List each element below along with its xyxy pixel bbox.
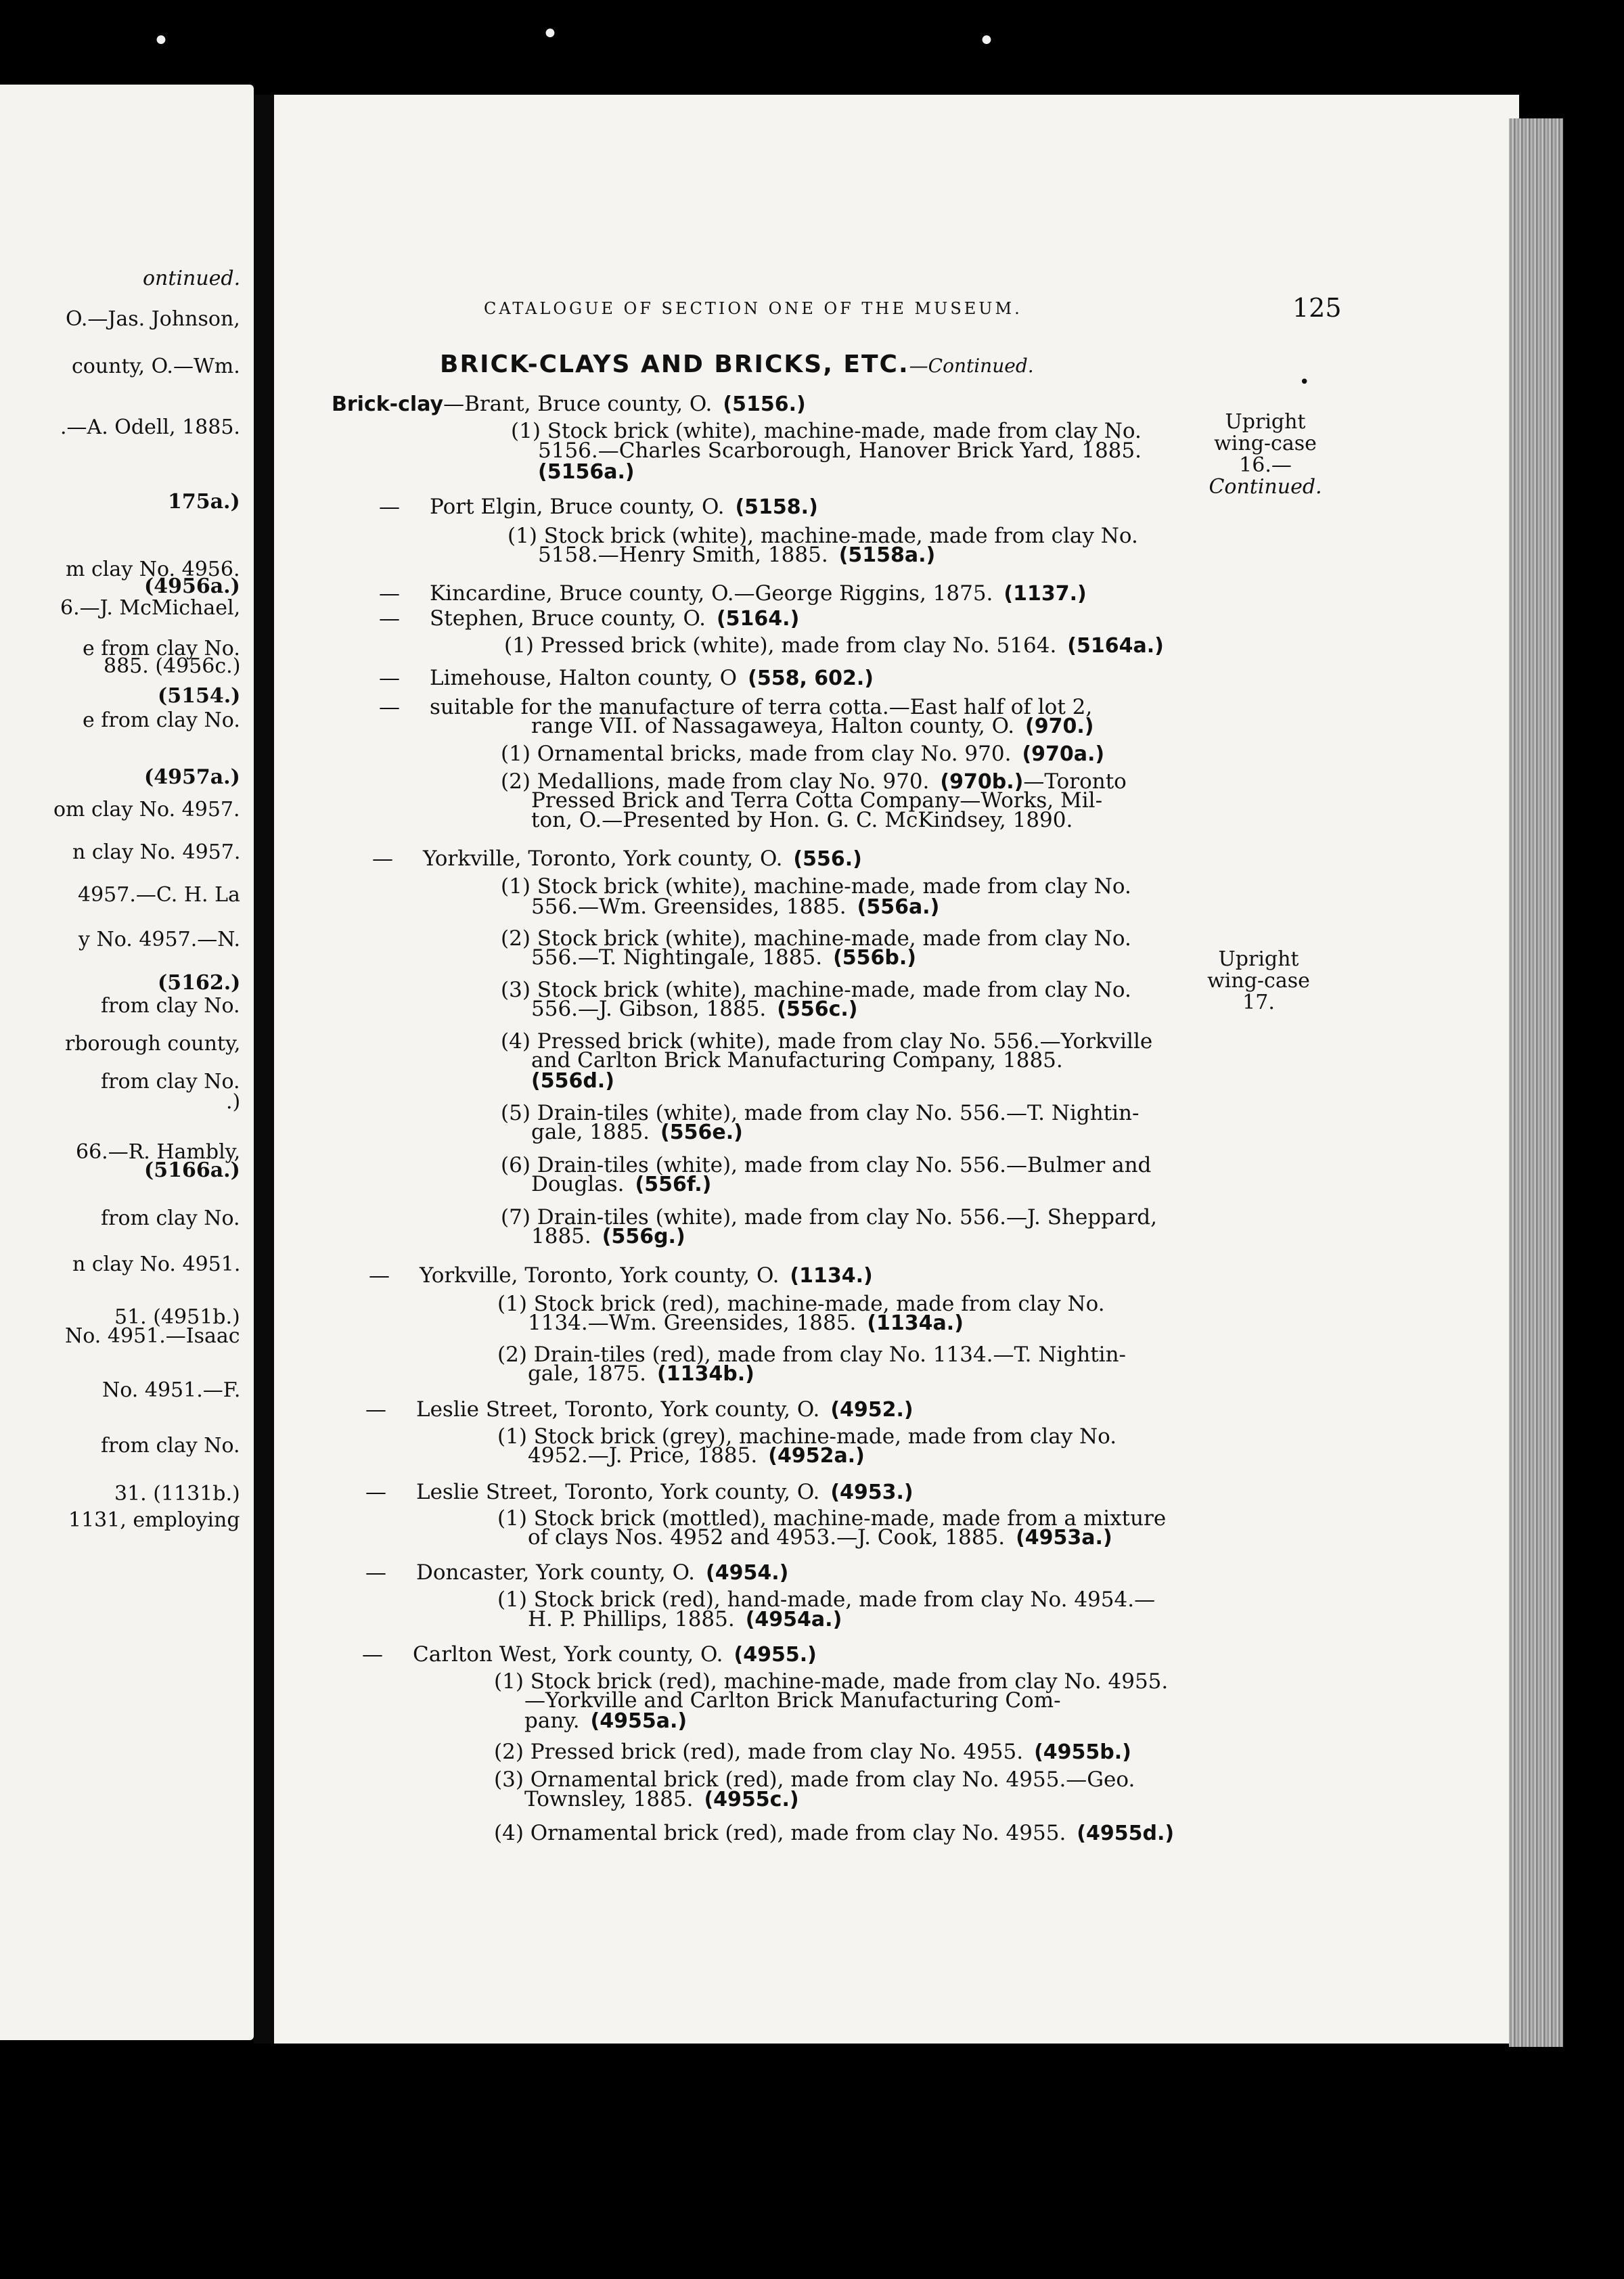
entry-text: suitable for the manufacture of terra cotta.—East half of lot 2, (430, 695, 1093, 719)
entry-line (416, 1481, 914, 1504)
ditto-dash: — (365, 1560, 386, 1585)
entry-line (416, 1561, 788, 1585)
entry-text: (2) Stock brick (white), machine-made, made from clay No. (501, 926, 1131, 951)
ditto-dash: — (365, 1480, 386, 1504)
entry-line (504, 634, 1164, 658)
entry-text: (1) Pressed brick (white), made from clay No. 5164. (504, 633, 1057, 658)
left-page-line: (5154.) (158, 684, 241, 708)
entry-line (430, 607, 799, 631)
specimen-number: (970.) (1025, 715, 1094, 738)
bullet-mark: • (1299, 372, 1310, 392)
entry-line (494, 1822, 1174, 1845)
ditto-dash: — (365, 1397, 386, 1422)
entry-text: Doncaster, York county, O. (416, 1560, 696, 1585)
entry-line (423, 847, 862, 871)
left-page-line: 885. (4956c.) (104, 654, 241, 678)
specimen-number: (5164.) (716, 607, 800, 631)
specimen-number: (4955.) (734, 1643, 817, 1667)
specimen-number: (970a.) (1022, 742, 1105, 766)
left-page-line: 66.—R. Hambly, (76, 1140, 241, 1164)
left-page-line: from clay No. (101, 1070, 240, 1093)
left-page-line: n clay No. 4957. (72, 840, 241, 864)
left-page-line: 175a.) (168, 490, 240, 514)
specimen-number: (4955b.) (1034, 1740, 1131, 1764)
entry-text: ton, O.—Presented by Hon. G. C. McKindsey, 1890. (531, 808, 1073, 832)
left-page-line: n clay No. 4951. (72, 1253, 241, 1276)
entry-line (531, 1225, 685, 1248)
left-page-line: (5162.) (158, 971, 241, 995)
side-note-line: 16.— (1239, 453, 1292, 477)
entry-text: H. P. Phillips, 1885. (528, 1607, 735, 1631)
entry-text: (1) Ornamental bricks, made from clay No. 970. (501, 742, 1012, 766)
entry-line (531, 809, 1073, 832)
side-note-line: wing-case (1214, 432, 1317, 455)
entry-text: pany. (524, 1709, 580, 1733)
left-page-line: rborough county, (65, 1032, 241, 1056)
left-page-line: 4957.—C. H. La (78, 883, 240, 907)
entry-line (528, 1608, 842, 1631)
entry-line (416, 1398, 914, 1422)
entry-line (531, 715, 1094, 738)
left-page-line: from clay No. (101, 1434, 240, 1458)
entry-text: range VII. of Nassagaweya, Halton county, O. (531, 714, 1015, 738)
entry-text: (1) Stock brick (grey), machine-made, made from clay No. (497, 1424, 1117, 1449)
entry-line (494, 1740, 1131, 1764)
entry-text: (1) Stock brick (white), machine-made, made from clay No. (508, 524, 1138, 548)
specimen-number: (556e.) (660, 1121, 743, 1144)
entry-text: 556.—J. Gibson, 1885. (531, 997, 767, 1021)
entry-text: (5) Drain-tiles (white), made from clay No. 556.—T. Nightin- (501, 1101, 1140, 1125)
entry-text: Leslie Street, Toronto, York county, O. (416, 1397, 820, 1422)
entry-text: Yorkville, Toronto, York county, O. (420, 1263, 780, 1288)
entry-line (430, 667, 874, 690)
side-note-line: 17. (1242, 991, 1275, 1014)
left-page-line: ontinued. (143, 267, 241, 290)
entry-text: (2) Medallions, made from clay No. 970. (501, 769, 930, 794)
left-page-fragment (0, 85, 254, 2040)
specimen-number: (556g.) (602, 1225, 685, 1248)
entry-text: (1) Stock brick (red), hand-made, made from clay No. 4954.— (497, 1587, 1156, 1612)
specimen-number: (5158.) (735, 495, 818, 519)
entry-text: (3) Ornamental brick (red), made from clay No. 4955.—Geo. (494, 1767, 1135, 1792)
entry-text: of clays Nos. 4952 and 4953.—J. Cook, 1885. (528, 1525, 1006, 1550)
entry-text: 556.—Wm. Greensides, 1885. (531, 895, 847, 919)
entry-line (430, 582, 1087, 606)
entry-heading: Brick-clay (332, 392, 444, 416)
specimen-number: (558, 602.) (748, 667, 874, 690)
entry-line (528, 1526, 1112, 1550)
ditto-dash: — (379, 695, 400, 719)
entry-text: Port Elgin, Bruce county, O. (430, 495, 725, 519)
entry-text: (1) Stock brick (red), machine-made, made from clay No. (497, 1292, 1105, 1316)
entry-line (531, 1173, 711, 1196)
entry-line (531, 1069, 614, 1093)
entry-line (538, 439, 1142, 462)
ditto-dash: — (379, 581, 400, 606)
entry-text: (7) Drain-tiles (white), made from clay No. 556.—J. Sheppard, (501, 1205, 1157, 1229)
side-note-line: wing-case (1207, 969, 1310, 993)
left-page-line: 51. (4951b.) (114, 1305, 240, 1329)
left-page-line: No. 4951.—Isaac (65, 1324, 240, 1348)
left-page-line: (4957a.) (144, 765, 240, 789)
entry-line (531, 1049, 1063, 1072)
entry-text: 1134.—Wm. Greensides, 1885. (528, 1311, 857, 1335)
specimen-number: (556f.) (635, 1173, 712, 1196)
specimen-number: (4953a.) (1016, 1526, 1112, 1550)
left-page-line: m clay No. 4956. (66, 558, 240, 581)
left-page-line: 1131, employing (68, 1508, 240, 1532)
entry-text: Yorkville, Toronto, York county, O. (423, 847, 783, 871)
entry-text: Limehouse, Halton county, O (430, 666, 738, 690)
left-page-line: (4956a.) (144, 574, 240, 598)
specimen-number: (1137.) (1003, 582, 1087, 606)
section-title (440, 351, 1034, 378)
entry-text: (1) Stock brick (mottled), machine-made, made from a mixture (497, 1506, 1167, 1531)
entry-text: Carlton West, York county, O. (413, 1642, 723, 1667)
entry-line (524, 1689, 1061, 1712)
ditto-dash: — (379, 606, 400, 631)
side-note-line: Upright (1225, 410, 1306, 434)
continued-label: —Continued. (909, 355, 1034, 377)
entry-line (528, 1362, 754, 1386)
entry-line (538, 460, 635, 484)
entry-text: Douglas. (531, 1172, 625, 1196)
specimen-number: (5156a.) (538, 460, 635, 484)
entry-text: (1) Stock brick (red), machine-made, made from clay No. 4955. (494, 1669, 1169, 1694)
entry-line (413, 1643, 817, 1667)
entry-line (524, 1709, 687, 1733)
entry-text: (4) Ornamental brick (red), made from clay No. 4955. (494, 1821, 1066, 1845)
entry-text: —Yorkville and Carlton Brick Manufacturing Com- (524, 1688, 1061, 1713)
entry-line (528, 1444, 865, 1468)
left-page-line: om clay No. 4957. (53, 798, 240, 821)
entry-text: (1) Stock brick (white), machine-made, made from clay No. (511, 419, 1142, 443)
entry-line (501, 742, 1104, 766)
entry-line (430, 495, 818, 519)
entry-text: —Toronto (1023, 769, 1127, 794)
ditto-dash: — (362, 1642, 383, 1667)
entry-text: (2) Drain-tiles (red), made from clay No. 1134.—T. Nightin- (497, 1342, 1127, 1367)
specimen-number: (556.) (793, 847, 862, 871)
ditto-dash: — (369, 1263, 390, 1288)
entry-text: 4952.—J. Price, 1885. (528, 1443, 758, 1468)
entry-text: (4) Pressed brick (white), made from clay No. 556.—Yorkville (501, 1029, 1153, 1054)
entry-text: (6) Drain-tiles (white), made from clay No. 556.—Bulmer and (501, 1153, 1152, 1177)
left-page-line: from clay No. (101, 994, 240, 1018)
scan-speck: • (978, 24, 995, 58)
page-edges (1509, 118, 1563, 2047)
specimen-number: (556c.) (777, 997, 858, 1021)
specimen-number: (4952a.) (768, 1444, 865, 1468)
entry-text: 556.—T. Nightingale, 1885. (531, 945, 823, 970)
specimen-number: (4955d.) (1077, 1822, 1175, 1845)
ditto-dash: — (379, 495, 400, 519)
entry-text: (3) Stock brick (white), machine-made, made from clay No. (501, 978, 1131, 1002)
left-page-line: e from clay No. (83, 637, 240, 660)
left-page-line: No. 4951.—F. (102, 1378, 241, 1402)
entry-text: gale, 1875. (528, 1361, 647, 1386)
scan-speck: • (152, 24, 170, 58)
specimen-number: (5156.) (723, 392, 806, 416)
specimen-number: (1134.) (790, 1264, 873, 1288)
left-page-line: 31. (1131b.) (114, 1482, 240, 1506)
specimen-number: (4955a.) (590, 1709, 687, 1733)
entry-text: and Carlton Brick Manufacturing Company, 1885. (531, 1048, 1063, 1073)
entry-text: 1885. (531, 1224, 591, 1248)
specimen-number: (4953.) (830, 1481, 914, 1504)
entry-line (531, 946, 916, 970)
specimen-number: (556b.) (833, 946, 917, 970)
entry-text: Townsley, 1885. (524, 1787, 694, 1811)
entry-line (531, 997, 858, 1021)
specimen-number: (4952.) (830, 1398, 914, 1422)
right-page (274, 95, 1519, 2044)
entry-line (538, 543, 935, 567)
side-note-wing-case-16 (1198, 411, 1333, 498)
specimen-number: (556d.) (531, 1069, 614, 1093)
entry-text: (1) Stock brick (white), machine-made, made from clay No. (501, 874, 1131, 899)
entry-text: —Brant, Bruce county, O. (443, 392, 713, 416)
left-page-line: e from clay No. (83, 708, 240, 732)
running-title: CATALOGUE OF SECTION ONE OF THE MUSEUM. (484, 299, 1022, 318)
left-page-line: 6.—J. McMichael, (60, 596, 241, 620)
side-note-line: Continued. (1209, 475, 1322, 499)
ditto-dash: — (379, 666, 400, 690)
section-title-text: BRICK-CLAYS AND BRICKS, ETC. (440, 351, 909, 378)
entry-line (420, 1264, 873, 1288)
side-note-line: Upright (1218, 947, 1299, 971)
entry-line (524, 1788, 799, 1811)
specimen-number: (4954.) (706, 1561, 789, 1585)
ditto-dash: — (372, 847, 393, 871)
page-number: 125 (1292, 293, 1342, 323)
specimen-number: (970b.) (940, 770, 1024, 794)
entry-line (531, 895, 939, 919)
entry-text: Kincardine, Bruce county, O.—George Riggins, 1875. (430, 581, 993, 606)
entry-text: 5156.—Charles Scarborough, Hanover Brick Yard, 1885. (538, 438, 1142, 463)
left-page-line: y No. 4957.—N. (78, 928, 241, 951)
specimen-number: (5164a.) (1067, 634, 1164, 658)
specimen-number: (556a.) (857, 895, 940, 919)
left-page-line: county, O.—Wm. (72, 355, 240, 378)
side-note-wing-case-17 (1191, 949, 1326, 1014)
scan-speck: • (541, 17, 559, 51)
left-page-line: from clay No. (101, 1206, 240, 1230)
entry-text: 5158.—Henry Smith, 1885. (538, 543, 828, 567)
left-page-line: (5166a.) (144, 1158, 240, 1182)
entry-text: (2) Pressed brick (red), made from clay No. 4955. (494, 1740, 1024, 1764)
specimen-number: (1134a.) (867, 1311, 964, 1335)
entry-line (332, 392, 806, 416)
entry-line (531, 1121, 743, 1144)
left-page-line: O.—Jas. Johnson, (66, 307, 240, 331)
specimen-number: (4954a.) (745, 1608, 842, 1631)
entry-text: Stephen, Bruce county, O. (430, 606, 706, 631)
entry-line (528, 1311, 964, 1335)
left-page-line: .—A. Odell, 1885. (60, 415, 240, 439)
entry-text: Leslie Street, Toronto, York county, O. (416, 1480, 820, 1504)
specimen-number: (1134b.) (657, 1362, 754, 1386)
left-page-line: .) (226, 1090, 241, 1114)
entry-text: gale, 1885. (531, 1120, 650, 1144)
specimen-number: (4955c.) (704, 1788, 799, 1811)
entry-text: Pressed Brick and Terra Cotta Company—Works, Mil- (531, 788, 1103, 813)
book-gutter (254, 95, 274, 2044)
specimen-number: (5158a.) (838, 543, 936, 567)
